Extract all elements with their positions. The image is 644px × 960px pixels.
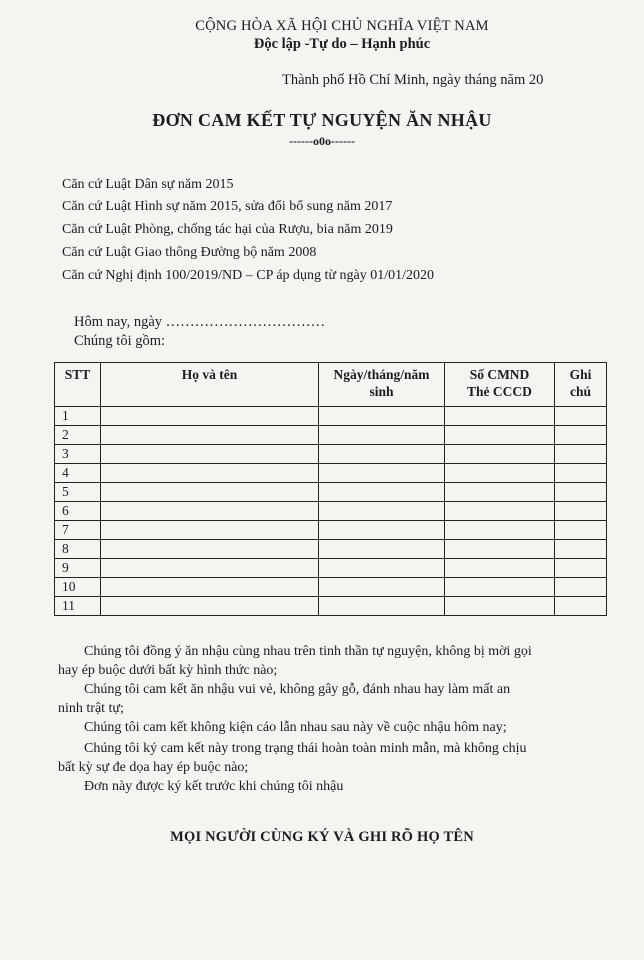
- header-stt: STT: [55, 363, 101, 407]
- name-cell[interactable]: [101, 426, 319, 445]
- name-cell[interactable]: [101, 521, 319, 540]
- dob-cell[interactable]: [319, 407, 445, 426]
- note-cell[interactable]: [555, 445, 607, 464]
- name-cell[interactable]: [101, 559, 319, 578]
- date-line: Hôm nay, ngày ……………………………: [74, 314, 326, 330]
- header-note: Ghi chú: [555, 363, 607, 407]
- note-cell[interactable]: [555, 597, 607, 616]
- id-cell[interactable]: [445, 407, 555, 426]
- dob-cell[interactable]: [319, 483, 445, 502]
- id-cell[interactable]: [445, 445, 555, 464]
- signature-instruction: MỌI NGƯỜI CÙNG KÝ VÀ GHI RÕ HỌ TÊN: [170, 829, 474, 845]
- legal-basis-1: Căn cứ Luật Dân sự năm 2015: [62, 177, 234, 192]
- note-cell[interactable]: [555, 407, 607, 426]
- id-cell[interactable]: [445, 521, 555, 540]
- id-cell[interactable]: [445, 578, 555, 597]
- commitment-5-line-1: Đơn này được ký kết trước khi chúng tôi nhậu: [84, 779, 344, 794]
- note-cell[interactable]: [555, 426, 607, 445]
- commitment-2-line-2: ninh trật tự;: [58, 701, 124, 716]
- table-row: [55, 559, 607, 578]
- stt-cell: 7: [55, 521, 101, 540]
- dob-cell[interactable]: [319, 464, 445, 483]
- dob-cell[interactable]: [319, 502, 445, 521]
- id-cell[interactable]: [445, 426, 555, 445]
- stt-cell: 10: [55, 578, 101, 597]
- dob-cell[interactable]: [319, 559, 445, 578]
- stt-cell: 11: [55, 597, 101, 616]
- members-label: Chúng tôi gồm:: [74, 333, 166, 349]
- table-row: [55, 502, 607, 521]
- name-cell[interactable]: [101, 540, 319, 559]
- legal-basis-2: Căn cứ Luật Hình sự năm 2015, sửa đổi bổ sung năm 2017: [62, 199, 393, 214]
- commitment-2-line-1: Chúng tôi cam kết ăn nhậu vui vẻ, không gây gỗ, đánh nhau hay làm mất an: [84, 682, 511, 697]
- table-row: [55, 464, 607, 483]
- id-cell[interactable]: [445, 597, 555, 616]
- table-row: [55, 540, 607, 559]
- note-cell[interactable]: [555, 464, 607, 483]
- note-cell[interactable]: [555, 559, 607, 578]
- stt-cell: 9: [55, 559, 101, 578]
- members-table: [54, 362, 607, 616]
- stt-cell: 5: [55, 483, 101, 502]
- id-cell[interactable]: [445, 559, 555, 578]
- commitment-3-line-1: Chúng tôi cam kết không kiện cáo lẫn nhau sau này về cuộc nhậu hôm nay;: [84, 720, 507, 735]
- legal-basis-4: Căn cứ Luật Giao thông Đường bộ năm 2008: [62, 245, 317, 260]
- country-name: CỘNG HÒA XÃ HỘI CHỦ NGHĨA VIỆT NAM: [195, 18, 489, 34]
- dob-cell[interactable]: [319, 597, 445, 616]
- table-row: [55, 445, 607, 464]
- stt-cell: 4: [55, 464, 101, 483]
- dob-cell[interactable]: [319, 521, 445, 540]
- stt-cell: 1: [55, 407, 101, 426]
- commitment-1-line-1: Chúng tôi đồng ý ăn nhậu cùng nhau trên tinh thần tự nguyện, không bị mời gọi: [84, 644, 532, 659]
- name-cell[interactable]: [101, 445, 319, 464]
- national-motto: Độc lập -Tự do – Hạnh phúc: [253, 36, 431, 52]
- table-header-row: [55, 363, 607, 407]
- commitment-4-line-1: Chúng tôi ký cam kết này trong trạng thái hoàn toàn minh mẫn, mà không chịu: [84, 741, 527, 756]
- stt-cell: 8: [55, 540, 101, 559]
- table-row: [55, 407, 607, 426]
- dob-cell[interactable]: [319, 445, 445, 464]
- header-id-number: Số CMND Thẻ CCCD: [445, 363, 555, 407]
- legal-basis-5: Căn cứ Nghị định 100/2019/ND – CP áp dụng từ ngày 01/01/2020: [62, 268, 435, 283]
- commitment-1-line-2: hay ép buộc dưới bất kỳ hình thức nào;: [58, 663, 278, 678]
- name-cell[interactable]: [101, 597, 319, 616]
- note-cell[interactable]: [555, 502, 607, 521]
- title-separator: ------o0o------: [289, 134, 355, 148]
- table-row: [55, 578, 607, 597]
- note-cell[interactable]: [555, 578, 607, 597]
- document-title: ĐƠN CAM KẾT TỰ NGUYỆN ĂN NHẬU: [152, 110, 492, 130]
- dob-cell[interactable]: [319, 578, 445, 597]
- dob-cell[interactable]: [319, 426, 445, 445]
- name-cell[interactable]: [101, 502, 319, 521]
- header-full-name: Họ và tên: [101, 363, 319, 407]
- note-cell[interactable]: [555, 540, 607, 559]
- legal-basis-3: Căn cứ Luật Phòng, chống tác hại của Rượu, bia năm 2019: [62, 222, 393, 237]
- id-cell[interactable]: [445, 464, 555, 483]
- name-cell[interactable]: [101, 483, 319, 502]
- note-cell[interactable]: [555, 521, 607, 540]
- stt-cell: 2: [55, 426, 101, 445]
- stt-cell: 6: [55, 502, 101, 521]
- place-date-line: Thành phố Hồ Chí Minh, ngày tháng năm 20: [282, 72, 544, 88]
- name-cell[interactable]: [101, 407, 319, 426]
- dob-cell[interactable]: [319, 540, 445, 559]
- header-date-of-birth: Ngày/tháng/năm sinh: [319, 363, 445, 407]
- note-cell[interactable]: [555, 483, 607, 502]
- id-cell[interactable]: [445, 502, 555, 521]
- commitment-4-line-2: bất kỳ sự đe dọa hay ép buộc nào;: [58, 760, 249, 775]
- name-cell[interactable]: [101, 578, 319, 597]
- id-cell[interactable]: [445, 540, 555, 559]
- stt-cell: 3: [55, 445, 101, 464]
- table-row: [55, 597, 607, 616]
- table-row: [55, 426, 607, 445]
- id-cell[interactable]: [445, 483, 555, 502]
- table-row: [55, 483, 607, 502]
- name-cell[interactable]: [101, 464, 319, 483]
- table-row: [55, 521, 607, 540]
